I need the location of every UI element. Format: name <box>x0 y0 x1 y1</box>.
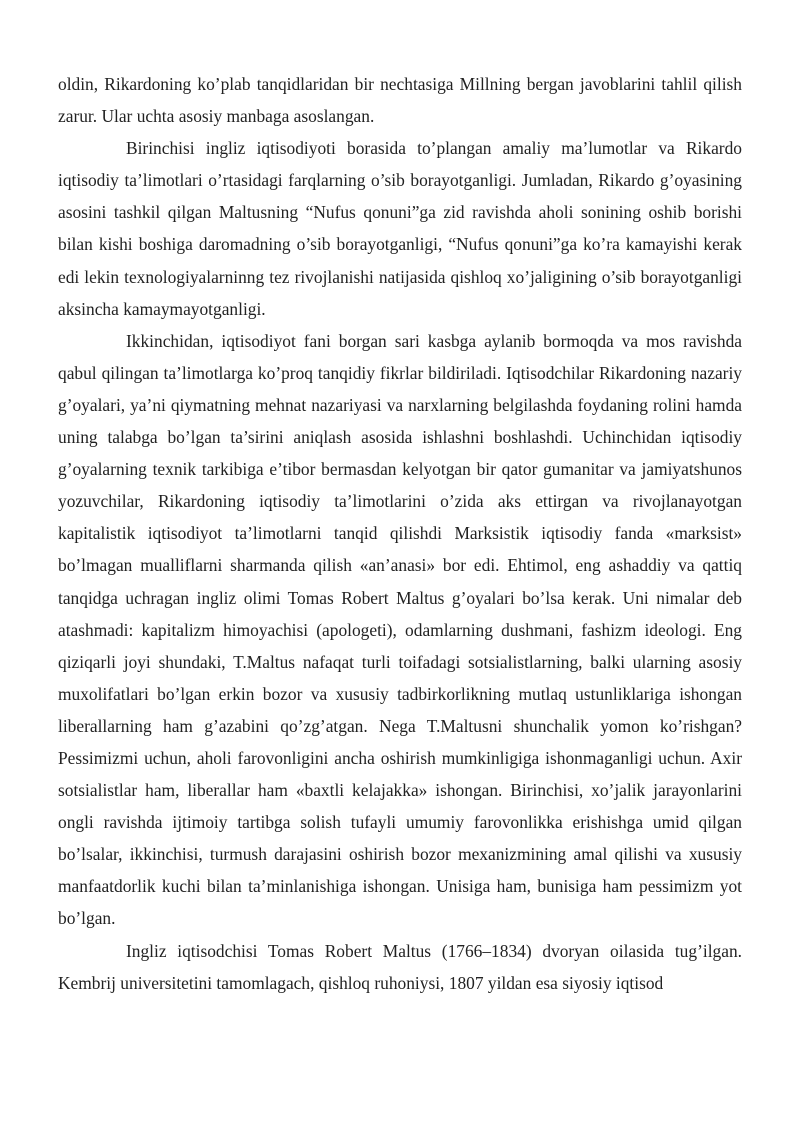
paragraph-second-reason: Ikkinchidan, iqtisodiyot fani borgan sari kasbga aylanib bormoqda va mos ravishda qabul qilingan ta’limotlarga ko’proq tanqidiy fikrlar bildiriladi. Iqtisodchilar Rikardoning nazariy g’oyalari, ya’ni qiymatning mehnat nazariyasi va narxlarning belgilashda foydaning rolini hamda uning talabga bo’lgan ta’sirini aniqlash asosida ishlashni boshlashdi. Uchinchidan iqtisodiy g’oyalarning texnik tarkibiga e’tibor bermasdan kelyotgan bir qator gumanitar va jamiyatshunos yozuvchilar, Rikardoning iqtisodiy ta’limotlarini o’zida aks ettirgan va rivojlanayotgan kapitalistik iqtisodiyot ta’limotlarni tanqid qilishdi Marksistik iqtisodiy fanda «marksist» bo’lmagan mualliflarni sharmanda qilish «an’anasi» bor edi. Ehtimol, eng ashaddiy va qattiq tanqidga uchragan ingliz olimi Tomas Robert Maltus g’oyalari bo’lsa kerak. Uni nimalar deb atashmadi: kapitalizm himoyachisi (apologeti), odamlarning dushmani, fashizm ideologi. Eng qiziqarli joyi shundaki, T.Maltus nafaqat turli toifadagi sotsialistlarning, balki ularning asosiy muxolifatlari bo’lgan erkin bozor va xususiy tadbirkorlikning mutlaq ustunliklariga ishongan liberallarning ham g’azabini qo’zg’atgan. Nega T.Maltusni shunchalik yomon ko’rishgan? Pessimizmi uchun, aholi farovonligini ancha oshirish mumkinligiga ishonmaganligi uchun. Axir sotsialistlar ham, liberallar ham «baxtli kelajakka» ishongan. Birinchisi, xo’jalik jarayonlarini ongli ravishda ijtimoiy tartibga solish tufayli umumiy farovonlikka erishishga umid qilgan bo’lsalar, ikkinchisi, turmush darajasini oshirish bozor mexanizmining amal qilishi va xususiy manfaatdorlik kuchi bilan ta’minlanishiga ishongan. Unisiga ham, bunisiga ham pessimizm yot bo’lgan. <box>58 330 742 929</box>
document-page <box>58 68 742 999</box>
paragraph-first-reason: Birinchisi ingliz iqtisodiyoti borasida to’plangan amaliy ma’lumotlar va Rikardo iqtisodiy ta’limotlari o’rtasidagi farqlarning o’sib borayotganligi. Jumladan, Rikardo g’oyasining asosini tashkil qilgan Maltusning “Nufus qonuni”ga zid ravishda aholi sonining oshib borishi bilan kishi boshiga daromadning o’sib borayotganligi, “Nufus qonuni”ga ko’ra kamayishi kerak edi lekin texnologiyalarninng tez rivojlanishi natijasida qishloq xo’jaligining o’sib borayotganligi aksincha kamaymayotganligi. <box>58 138 742 319</box>
paragraph-maltus-biography: Ingliz iqtisodchisi Tomas Robert Maltus (1766–1834) dvoryan oilasida tug’ilgan. Kembrij universitetini tamomlagach, qishloq ruhoniysi, 1807 yildan esa siyosiy iqtisod <box>58 940 742 993</box>
paragraph-continuation: oldin, Rikardoning ko’plab tanqidlaridan bir nechtasiga Millning bergan javoblarini tahlil qilish zarur. Ular uchta asosiy manbaga asoslangan. <box>58 74 742 127</box>
